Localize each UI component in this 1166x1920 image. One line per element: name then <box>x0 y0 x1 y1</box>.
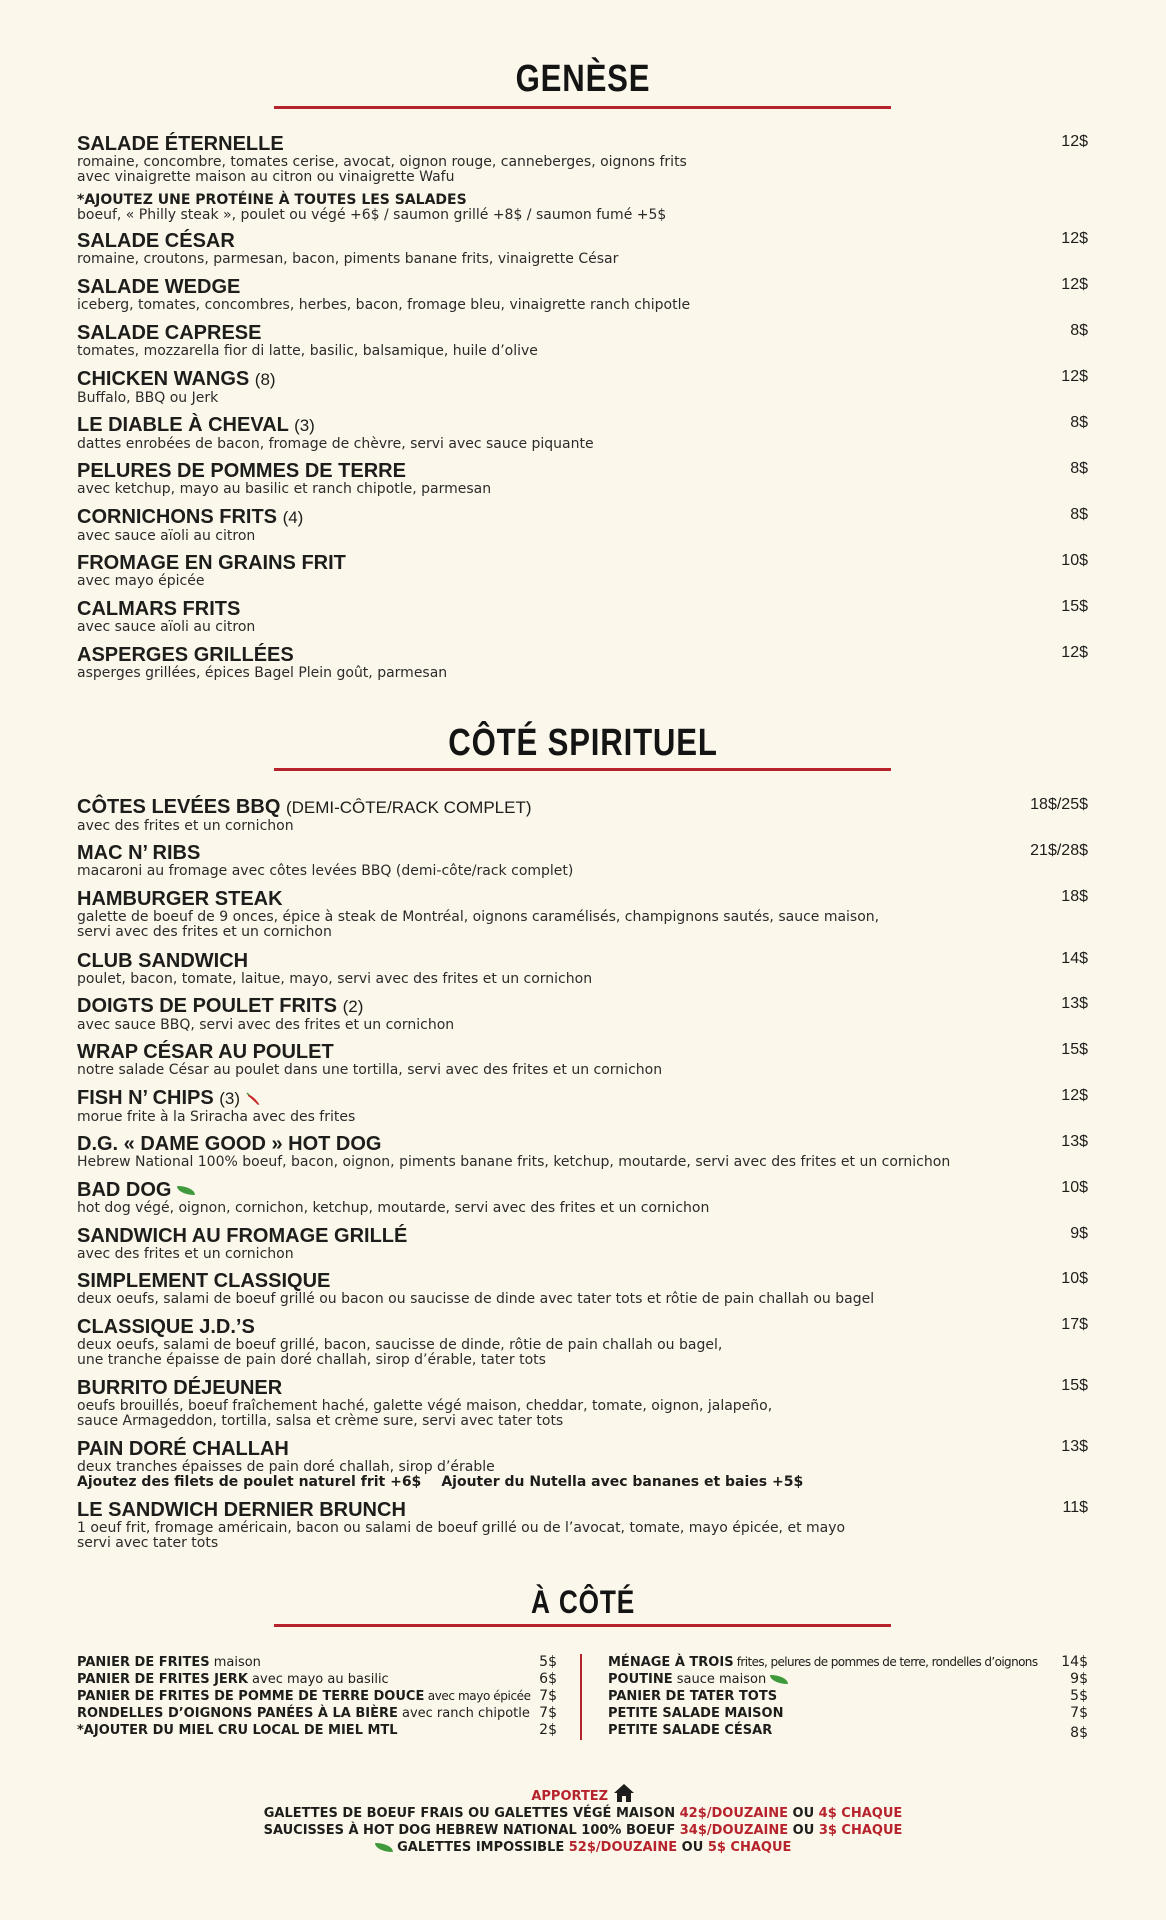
menu-item <box>77 552 1088 598</box>
side-price: 14$ <box>1061 1654 1088 1670</box>
side-detail: sauce maison <box>672 1672 767 1687</box>
item-price: 9$ <box>1070 1225 1088 1242</box>
section-divider <box>274 106 891 109</box>
item-description: une tranche épaisse de pain doré challah, sirop d’érable, tater tots <box>77 1352 546 1368</box>
side-detail: avec mayo au basilic <box>247 1672 389 1687</box>
sides-list <box>77 1654 1088 1744</box>
add-on-option: Ajouter du Nutella avec bananes et baies +5$ <box>441 1474 804 1490</box>
item-description: deux tranches épaisses de pain doré challah, sirop d’érable <box>77 1459 495 1475</box>
side-item <box>77 1671 557 1688</box>
menu-item <box>77 1133 1088 1179</box>
item-name: CHICKEN WANGS <box>77 368 250 390</box>
item-price: 10$ <box>1061 1179 1088 1196</box>
section-title-genese: GENÈSE <box>515 58 651 100</box>
menu-item <box>77 1179 1088 1225</box>
item-price: 8$ <box>1070 506 1088 523</box>
side-item <box>77 1705 557 1722</box>
side-price: 7$ <box>539 1688 557 1704</box>
item-price: 13$ <box>1061 1438 1088 1455</box>
item-name: DOIGTS DE POULET FRITS <box>77 995 338 1017</box>
item-description: tomates, mozzarella fior di latte, basilic, balsamique, huile d’olive <box>77 343 538 359</box>
or-text: OU <box>788 1823 819 1838</box>
item-description: poulet, bacon, tomate, laitue, mayo, servi avec des frites et un cornichon <box>77 971 593 987</box>
item-description: romaine, concombre, tomates cerise, avocat, oignon rouge, canneberges, oignons frits <box>77 154 687 170</box>
item-name: CALMARS FRITS <box>77 598 241 620</box>
side-price: 8$ <box>1070 1725 1088 1741</box>
price-dozen: 42$/DOUZAINE <box>679 1806 788 1821</box>
menu-item <box>77 1438 1088 1499</box>
or-text: OU <box>677 1840 708 1855</box>
side-price: 9$ <box>1070 1671 1088 1687</box>
side-price: 7$ <box>1070 1705 1088 1721</box>
spicy-chili-icon <box>246 1092 262 1106</box>
menu-item <box>77 644 1088 690</box>
item-description: sauce Armageddon, tortilla, salsa et crème sure, servi avec tater tots <box>77 1413 564 1429</box>
side-price: 5$ <box>539 1654 557 1670</box>
item-name: MAC N’ RIBS <box>77 842 201 864</box>
item-description: galette de boeuf de 9 onces, épice à steak de Montréal, oignons caramélisés, champignons sautés, sauce maison, <box>77 909 880 925</box>
section-divider <box>274 1624 891 1627</box>
item-name: FROMAGE EN GRAINS FRIT <box>77 552 346 574</box>
menu-item <box>77 368 1088 414</box>
price-each: 5$ CHAQUE <box>707 1840 792 1855</box>
price-each: 4$ CHAQUE <box>818 1806 903 1821</box>
vegetarian-leaf-icon <box>177 1186 195 1195</box>
price-dozen: 34$/DOUZAINE <box>679 1823 789 1838</box>
cote-spirituel-items <box>77 796 1088 1559</box>
item-quantity: (8) <box>254 370 276 389</box>
menu-item <box>77 995 1088 1041</box>
item-description: morue frite à la Sriracha avec des frites <box>77 1109 356 1125</box>
item-price: 18$/25$ <box>1030 796 1088 813</box>
item-price: 13$ <box>1061 995 1088 1012</box>
item-name: CORNICHONS FRITS <box>77 506 277 528</box>
item-price: 12$ <box>1061 644 1088 661</box>
column-divider <box>580 1654 582 1740</box>
menu-item <box>77 460 1088 506</box>
item-name: HAMBURGER STEAK <box>77 888 283 910</box>
side-name: PANIER DE TATER TOTS <box>608 1689 778 1704</box>
side-detail: maison <box>209 1655 261 1670</box>
item-price: 13$ <box>1061 1133 1088 1150</box>
take-home-title: APPORTEZ <box>531 1789 609 1804</box>
item-name: SIMPLEMENT CLASSIQUE <box>77 1270 331 1292</box>
side-detail: avec ranch chipotle <box>397 1706 530 1721</box>
menu-item <box>77 1499 1088 1559</box>
side-price: 7$ <box>539 1705 557 1721</box>
add-on-option: Ajoutez des filets de poulet naturel frit +6$ <box>77 1474 422 1490</box>
side-name: PANIER DE FRITES DE POMME DE TERRE DOUCE <box>77 1689 425 1704</box>
item-quantity: (4) <box>282 508 304 527</box>
item-description: asperges grillées, épices Bagel Plein goût, parmesan <box>77 665 448 681</box>
menu-item <box>77 414 1088 460</box>
take-home-line <box>0 1839 1166 1856</box>
item-quantity: (3) <box>219 1089 241 1108</box>
item-price: 12$ <box>1061 368 1088 385</box>
menu-item <box>77 598 1088 644</box>
item-description: 1 oeuf frit, fromage américain, bacon ou salami de boeuf grillé ou de l’avocat, tomate, mayo épicée, et mayo <box>77 1520 846 1536</box>
menu-item <box>77 842 1088 888</box>
item-name: PELURES DE POMMES DE TERRE <box>77 460 406 482</box>
item-price: 15$ <box>1061 1041 1088 1058</box>
menu-item <box>77 950 1088 995</box>
item-description: macaroni au fromage avec côtes levées BBQ (demi-côte/rack complet) <box>77 863 574 879</box>
item-price: 12$ <box>1061 1087 1088 1104</box>
menu-item <box>77 1377 1088 1438</box>
menu-item <box>77 322 1088 368</box>
side-item <box>608 1705 1088 1722</box>
menu-item <box>77 276 1088 322</box>
item-description: avec sauce aïoli au citron <box>77 528 256 544</box>
side-name: PETITE SALADE CÉSAR <box>608 1723 773 1738</box>
or-text: OU <box>788 1806 819 1821</box>
item-price: 15$ <box>1061 1377 1088 1394</box>
menu-item <box>77 1225 1088 1270</box>
item-price: 12$ <box>1061 230 1088 247</box>
sides-left-column <box>77 1654 557 1739</box>
item-name: BURRITO DÉJEUNER <box>77 1377 283 1399</box>
item-description: Hebrew National 100% boeuf, bacon, oignon, piments banane frits, ketchup, moutarde, servi avec des frites et un cornichon <box>77 1154 951 1170</box>
item-price: 8$ <box>1070 460 1088 477</box>
sides-right-column <box>608 1654 1088 1739</box>
menu-item <box>77 888 1088 950</box>
side-item <box>608 1688 1088 1705</box>
take-home-text: GALETTES IMPOSSIBLE <box>397 1840 569 1855</box>
menu-item <box>77 1087 1088 1133</box>
item-description: servi avec tater tots <box>77 1535 219 1551</box>
menu-item <box>77 1041 1088 1087</box>
side-name: PETITE SALADE MAISON <box>608 1706 784 1721</box>
item-description: avec des frites et un cornichon <box>77 1246 294 1262</box>
vegetarian-leaf-icon <box>770 1675 788 1684</box>
side-item <box>608 1671 1088 1688</box>
item-price: 8$ <box>1070 322 1088 339</box>
item-description: iceberg, tomates, concombres, herbes, bacon, fromage bleu, vinaigrette ranch chipotle <box>77 297 691 313</box>
item-description: avec ketchup, mayo au basilic et ranch chipotle, parmesan <box>77 481 492 497</box>
side-detail: avec mayo épicée <box>424 1689 531 1703</box>
menu-item <box>77 1270 1088 1316</box>
item-quantity: (3) <box>294 416 315 435</box>
menu-item <box>77 506 1088 552</box>
item-name: FISH N’ CHIPS <box>77 1087 214 1109</box>
item-name: PAIN DORÉ CHALLAH <box>77 1438 289 1460</box>
item-description: avec mayo épicée <box>77 573 205 589</box>
item-name: WRAP CÉSAR AU POULET <box>77 1041 334 1063</box>
item-description: dattes enrobées de bacon, fromage de chèvre, servi avec sauce piquante <box>77 436 594 452</box>
side-price: 6$ <box>539 1671 557 1687</box>
section-title-a-cote: À CÔTÉ <box>530 1584 636 1620</box>
item-description: deux oeufs, salami de boeuf grillé, bacon, saucisse de dinde, rôtie de pain challah ou bagel, <box>77 1337 723 1353</box>
take-home-line <box>0 1805 1166 1822</box>
item-price: 10$ <box>1061 1270 1088 1287</box>
item-description: notre salade César au poulet dans une tortilla, servi avec des frites et un cornichon <box>77 1062 663 1078</box>
protein-note <box>77 185 1088 230</box>
item-price: 17$ <box>1061 1316 1088 1333</box>
item-name: LE SANDWICH DERNIER BRUNCH <box>77 1499 406 1521</box>
take-home-text: GALETTES DE BOEUF FRAIS OU GALETTES VÉGÉ MAISON <box>263 1806 680 1821</box>
item-price: 18$ <box>1061 888 1088 905</box>
item-description: servi avec des frites et un cornichon <box>77 924 332 940</box>
take-home-section <box>0 1783 1166 1856</box>
section-title-cote-spirituel: CÔTÉ SPIRITUEL <box>448 722 718 764</box>
item-description: avec vinaigrette maison au citron ou vinaigrette Wafu <box>77 169 455 185</box>
side-name: POUTINE <box>608 1672 673 1687</box>
item-price: 10$ <box>1061 552 1088 569</box>
side-name: PANIER DE FRITES <box>77 1655 210 1670</box>
side-item <box>608 1722 1088 1739</box>
item-description: Buffalo, BBQ ou Jerk <box>77 390 219 406</box>
price-each: 3$ CHAQUE <box>818 1823 903 1838</box>
item-price: 11$ <box>1062 1499 1088 1516</box>
item-name: CLUB SANDWICH <box>77 950 249 972</box>
item-price: 12$ <box>1061 133 1088 150</box>
item-description: oeufs brouillés, boeuf fraîchement haché, galette végé maison, cheddar, tomate, oignon, jalapeño, <box>77 1398 773 1414</box>
item-name: SALADE CÉSAR <box>77 230 235 252</box>
side-price: 5$ <box>1070 1688 1088 1704</box>
item-description: avec sauce BBQ, servi avec des frites et un cornichon <box>77 1017 455 1033</box>
side-detail: frites, pelures de pommes de terre, rondelles d’oignons <box>733 1655 1038 1669</box>
item-name: CÔTES LEVÉES BBQ <box>77 796 281 818</box>
item-name: D.G. « DAME GOOD » HOT DOG <box>77 1133 382 1155</box>
section-divider <box>274 768 891 771</box>
side-item <box>77 1722 557 1739</box>
item-description: deux oeufs, salami de boeuf grillé ou bacon ou saucisse de dinde avec tater tots et rôtie de pain challah ou bagel <box>77 1291 875 1307</box>
menu-item <box>77 230 1088 276</box>
item-name: SANDWICH AU FROMAGE GRILLÉ <box>77 1225 408 1247</box>
note-heading: *AJOUTEZ UNE PROTÉINE À TOUTES LES SALADES <box>77 192 467 208</box>
item-description: romaine, croutons, parmesan, bacon, piments banane frits, vinaigrette César <box>77 251 619 267</box>
side-name: PANIER DE FRITES JERK <box>77 1672 248 1687</box>
item-description: hot dog végé, oignon, cornichon, ketchup, moutarde, servi avec des frites et un cornichon <box>77 1200 710 1216</box>
side-item <box>77 1654 557 1671</box>
home-icon <box>613 1783 635 1803</box>
item-quantity: (DEMI-CÔTE/RACK COMPLET) <box>285 798 532 817</box>
side-name: RONDELLES D’OIGNONS PANÉES À LA BIÈRE <box>77 1706 398 1721</box>
price-dozen: 52$/DOUZAINE <box>568 1840 678 1855</box>
item-name: SALADE CAPRESE <box>77 322 262 344</box>
item-price: 14$ <box>1061 950 1088 967</box>
vegetarian-leaf-icon <box>375 1843 393 1852</box>
side-item <box>77 1688 557 1705</box>
item-name: LE DIABLE À CHEVAL <box>77 414 289 436</box>
item-name: ASPERGES GRILLÉES <box>77 644 294 666</box>
item-name: CLASSIQUE J.D.’S <box>77 1316 255 1338</box>
menu-item <box>77 133 1088 185</box>
item-price: 8$ <box>1070 414 1088 431</box>
item-price: 12$ <box>1061 276 1088 293</box>
item-description: avec des frites et un cornichon <box>77 818 294 834</box>
menu-item <box>77 796 1088 842</box>
item-name: BAD DOG <box>77 1179 172 1201</box>
note-text: boeuf, « Philly steak », poulet ou végé +6$ / saumon grillé +8$ / saumon fumé +5$ <box>77 207 667 223</box>
take-home-line <box>0 1822 1166 1839</box>
item-quantity: (2) <box>342 997 364 1016</box>
side-price: 2$ <box>539 1722 557 1738</box>
side-item <box>608 1654 1088 1671</box>
side-name: MÉNAGE À TROIS <box>608 1655 734 1670</box>
item-price: 21$/28$ <box>1030 842 1088 859</box>
take-home-text: SAUCISSES À HOT DOG HEBREW NATIONAL 100% BOEUF <box>263 1823 680 1838</box>
menu-item <box>77 1316 1088 1377</box>
item-price: 15$ <box>1061 598 1088 615</box>
genese-items <box>77 133 1088 690</box>
side-name: *AJOUTER DU MIEL CRU LOCAL DE MIEL MTL <box>77 1723 398 1738</box>
item-name: SALADE WEDGE <box>77 276 241 298</box>
item-description: avec sauce aïoli au citron <box>77 619 256 635</box>
item-name: SALADE ÉTERNELLE <box>77 133 284 155</box>
